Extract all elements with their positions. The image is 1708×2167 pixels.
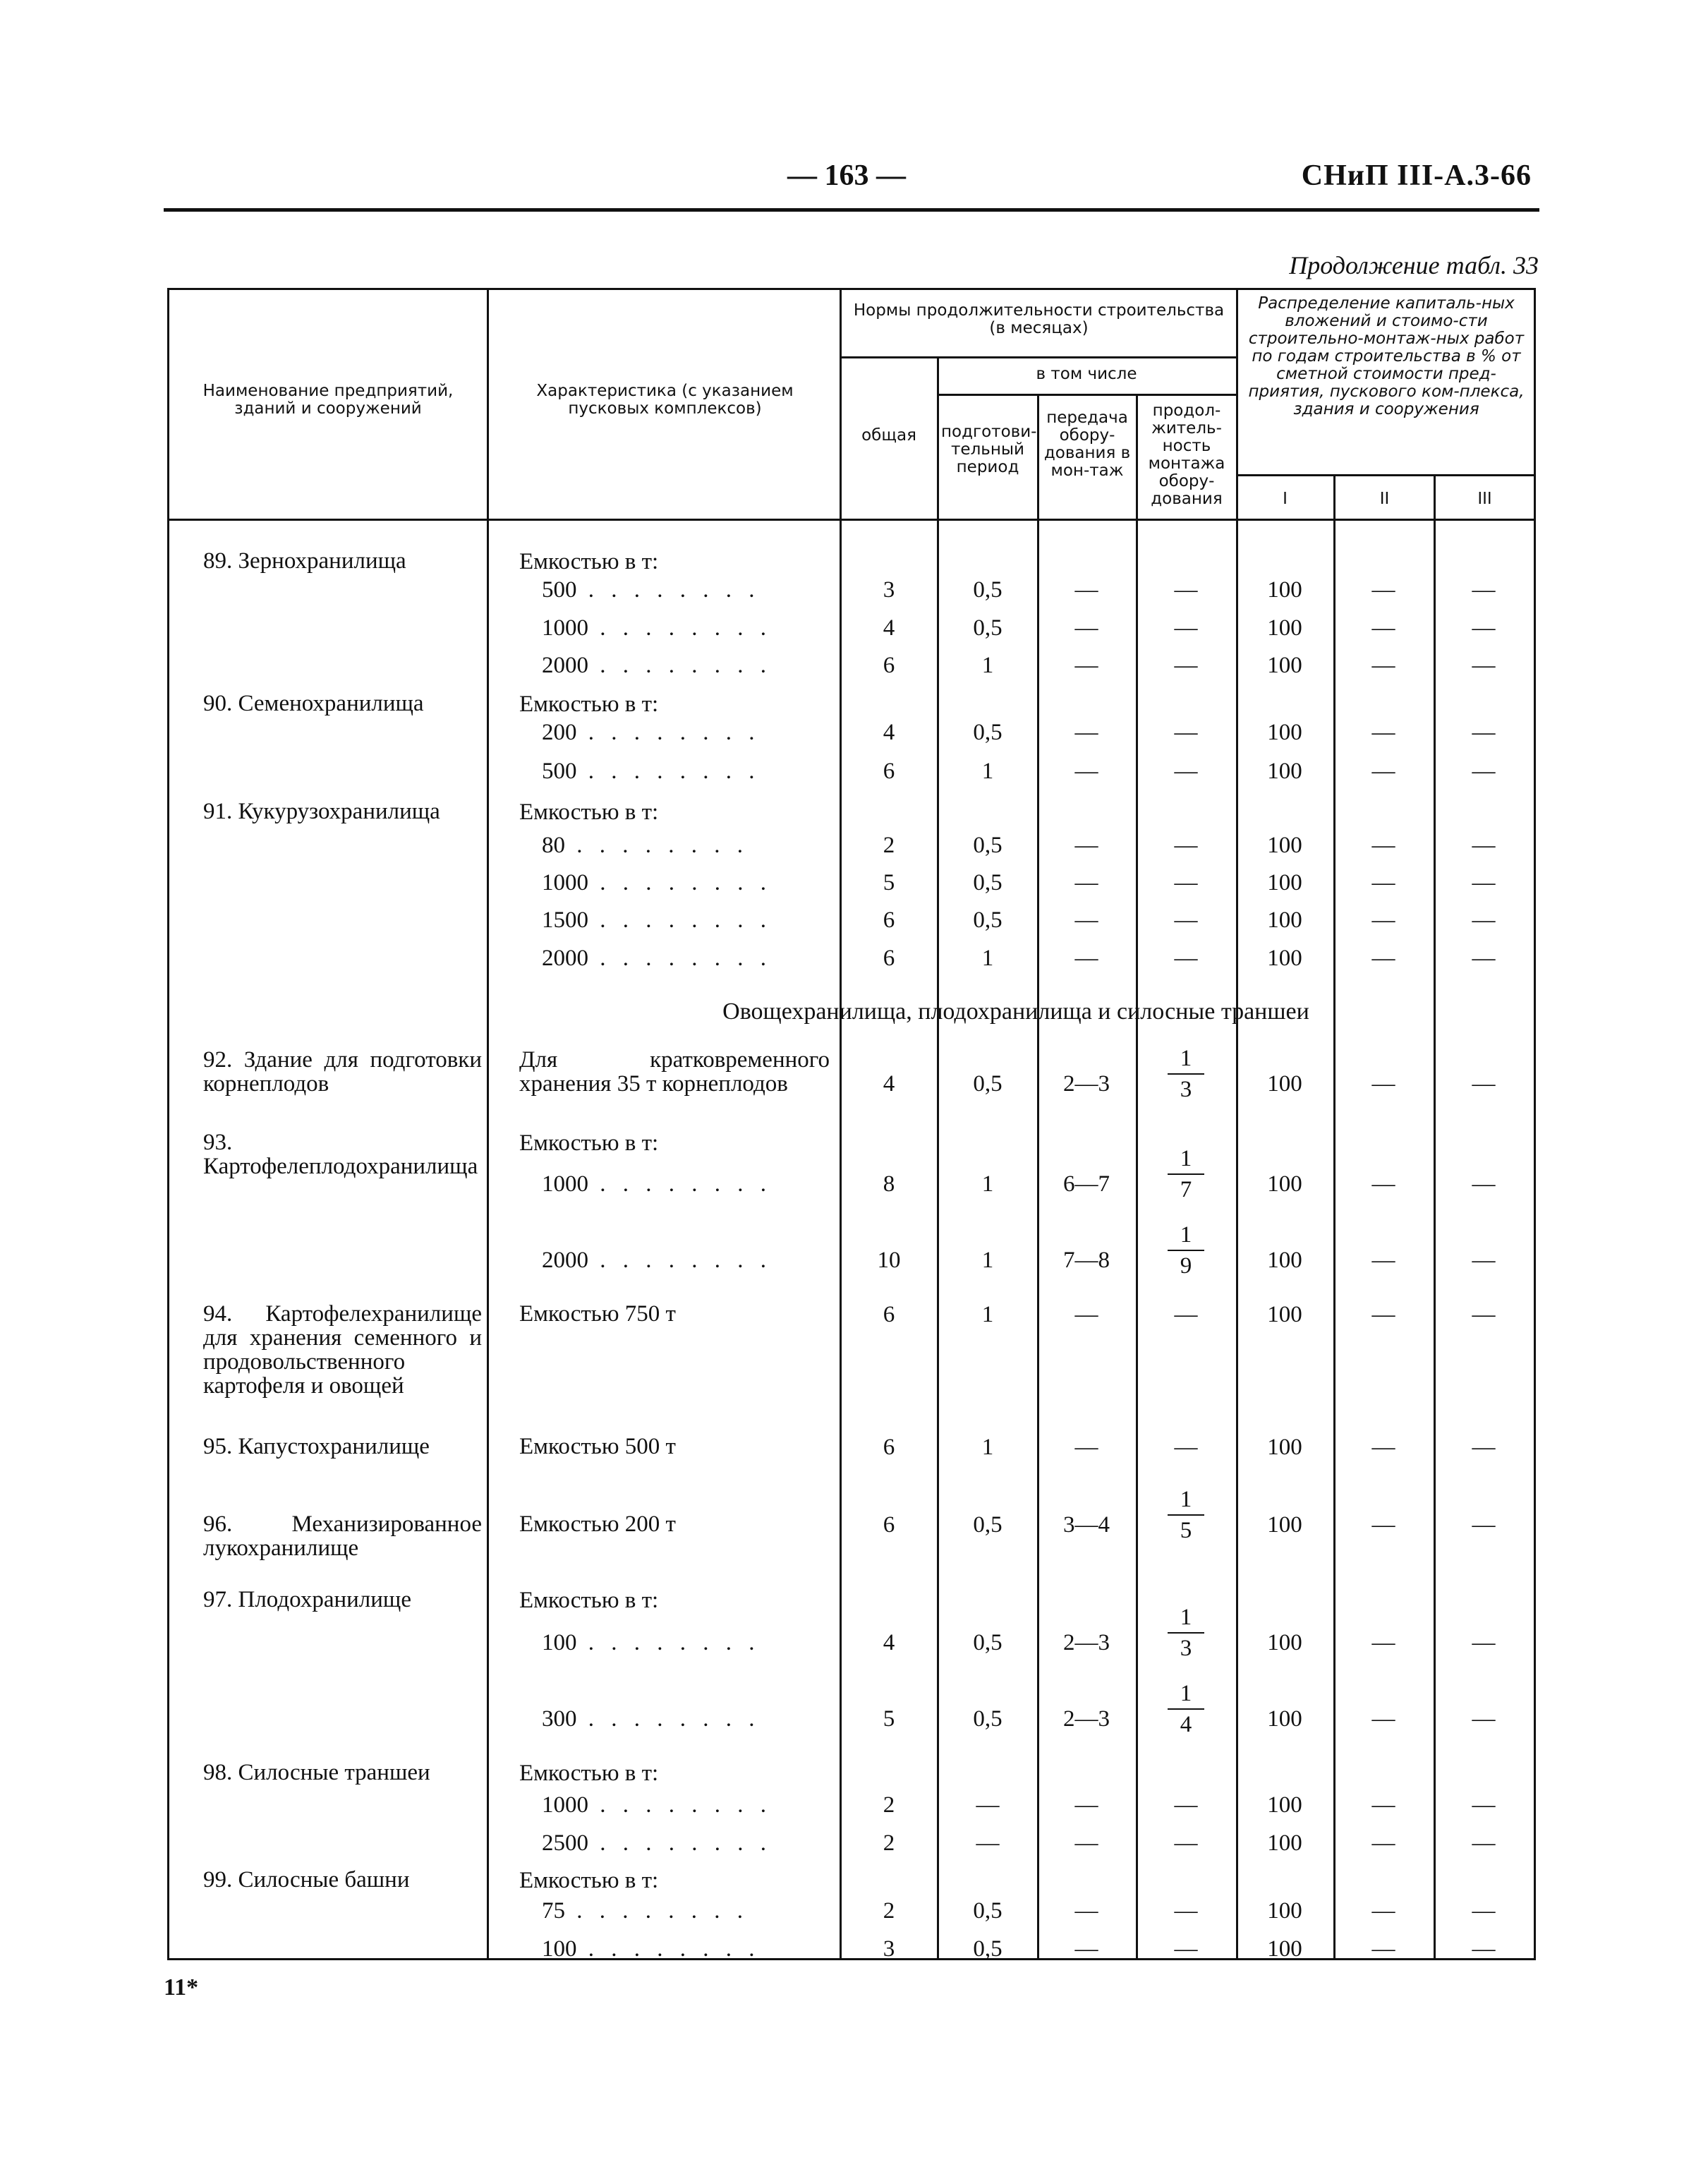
cell-tr: —	[1074, 653, 1098, 678]
cell-mt: —	[1174, 653, 1198, 678]
cell-y2: —	[1371, 1171, 1395, 1197]
cell-prep: 0,5	[973, 1898, 1003, 1924]
cell-y3: —	[1472, 833, 1496, 858]
cell-y1: 100	[1267, 870, 1302, 895]
cell-y3: —	[1472, 720, 1496, 745]
characteristic-heading: Емкостью в т:	[519, 549, 659, 574]
cell-y1: 100	[1267, 1302, 1302, 1327]
item-name: 97. Плодохранилище	[203, 1587, 411, 1612]
cell-y3: —	[1472, 907, 1496, 933]
cell-y3: —	[1472, 1630, 1496, 1655]
cell-y3: —	[1472, 1830, 1496, 1856]
cell-y2: —	[1371, 720, 1395, 745]
cell-tr: —	[1074, 1302, 1098, 1327]
capacity-label: 1000 . . .	[542, 1171, 831, 1197]
cell-mt: —	[1174, 1830, 1198, 1856]
cell-tr: —	[1074, 1936, 1098, 1962]
cell-y3: —	[1472, 1435, 1496, 1460]
capacity-label: 1000 . . .	[542, 870, 831, 895]
capacity-label: 500 . . .	[542, 759, 831, 784]
fraction-mounting	[1165, 1681, 1207, 1737]
characteristic-text: Для кратковременного хранения 35 т корнеплодов	[519, 1047, 830, 1097]
fraction-denominator: 7	[1180, 1177, 1192, 1202]
cell-mt: —	[1174, 1302, 1198, 1327]
cell-y1: 100	[1267, 833, 1302, 858]
fraction-bar	[1168, 1632, 1204, 1634]
item-name: 93. Картофелеплодохранилища	[203, 1130, 478, 1179]
cell-total: 4	[883, 720, 895, 745]
cell-mt: —	[1174, 946, 1198, 971]
cell-prep: 1	[981, 653, 994, 678]
item-name: 95. Капустохранилище	[203, 1434, 430, 1459]
cell-total: 5	[883, 1706, 895, 1732]
characteristic-heading: Емкостью в т:	[519, 1588, 659, 1613]
cell-tr: —	[1074, 907, 1098, 933]
cell-tr: —	[1074, 615, 1098, 641]
capacity-label: 1000 . . .	[542, 615, 831, 641]
characteristic-heading: Емкостью в т:	[519, 1761, 659, 1786]
cell-total: 6	[883, 1302, 895, 1327]
cell-y3: —	[1472, 653, 1496, 678]
cell-prep: 0,5	[973, 615, 1003, 641]
cell-y1: 100	[1267, 653, 1302, 678]
col-header-prep: подготови-тельный период	[941, 423, 1037, 476]
cell-prep: 1	[981, 759, 994, 784]
cell-y3: —	[1472, 1171, 1496, 1197]
characteristic-heading: Емкостью в т:	[519, 692, 659, 717]
capacity-label: 2500 . . .	[542, 1830, 831, 1856]
col-header-name: Наименование предприятий, зданий и сооружений	[202, 382, 454, 418]
cell-y3: —	[1472, 759, 1496, 784]
col-header-total: общая	[861, 426, 916, 445]
fraction-numerator: 1	[1180, 1222, 1192, 1248]
cell-y1: 100	[1267, 1830, 1302, 1856]
cell-y2: —	[1371, 1630, 1395, 1655]
cell-prep: 0,5	[973, 1512, 1003, 1538]
cell-y1: 100	[1267, 720, 1302, 745]
cell-prep: —	[976, 1830, 1000, 1856]
fraction-bar	[1168, 1073, 1204, 1075]
capacity-label: 300 . . .	[542, 1706, 831, 1732]
fraction-numerator: 1	[1180, 1681, 1192, 1706]
cell-mt: —	[1174, 1792, 1198, 1818]
cell-y2: —	[1371, 615, 1395, 641]
cell-y1: 100	[1267, 1512, 1302, 1538]
cell-total: 6	[883, 653, 895, 678]
cell-y1: 100	[1267, 577, 1302, 603]
cell-total: 2	[883, 1830, 895, 1856]
table-continuation-caption: Продолжение табл. 33	[1289, 251, 1539, 279]
cell-prep: 0,5	[973, 577, 1003, 603]
capacity-label: 100 . . .	[542, 1936, 831, 1962]
cell-y1: 100	[1267, 1248, 1302, 1273]
cell-y2: —	[1371, 1248, 1395, 1273]
characteristic-heading: Емкостью в т:	[519, 1130, 659, 1156]
cell-mt: —	[1174, 577, 1198, 603]
cell-y1: 100	[1267, 759, 1302, 784]
cell-total: 10	[877, 1248, 901, 1273]
cell-prep: 1	[981, 1435, 994, 1460]
cell-total: 4	[883, 1630, 895, 1655]
capacity-label: 200 . . .	[542, 720, 831, 745]
fraction-denominator: 3	[1180, 1077, 1192, 1102]
fraction-denominator: 3	[1180, 1636, 1192, 1661]
section-heading: Овощехранилища, плодохранилища и силосные траншеи	[722, 998, 1309, 1025]
cell-y2: —	[1371, 1435, 1395, 1460]
fraction-bar	[1168, 1250, 1204, 1251]
cell-tr: 2—3	[1063, 1630, 1110, 1655]
capacity-label: 2000 . . .	[542, 946, 831, 971]
cell-y2: —	[1371, 759, 1395, 784]
cell-y1: 100	[1267, 1630, 1302, 1655]
cell-y2: —	[1371, 1512, 1395, 1538]
cell-mt: —	[1174, 833, 1198, 858]
capacity-label: 75 . . .	[542, 1898, 831, 1924]
fraction-bar	[1168, 1708, 1204, 1710]
footnote-mark: 11*	[164, 1974, 199, 2000]
fraction-mounting	[1165, 1046, 1207, 1102]
cell-mt: —	[1174, 1435, 1198, 1460]
fraction-denominator: 5	[1180, 1518, 1192, 1543]
cell-y1: 100	[1267, 1792, 1302, 1818]
capacity-label: 2000 . . .	[542, 1248, 831, 1273]
col-header-year-3: III	[1477, 490, 1492, 508]
cell-y2: —	[1371, 1792, 1395, 1818]
cell-prep: 0,5	[973, 720, 1003, 745]
cell-y1: 100	[1267, 1898, 1302, 1924]
fraction-denominator: 9	[1180, 1253, 1192, 1279]
cell-tr: 2—3	[1063, 1706, 1110, 1732]
cell-y1: 100	[1267, 1171, 1302, 1197]
cell-tr: —	[1074, 833, 1098, 858]
page-number: — 163 —	[787, 159, 906, 192]
item-name: 98. Силосные траншеи	[203, 1760, 430, 1785]
cell-tr: —	[1074, 720, 1098, 745]
fraction-numerator: 1	[1180, 1146, 1192, 1171]
document-code: СНиП III-А.3-66	[1301, 159, 1532, 192]
cell-tr: —	[1074, 870, 1098, 895]
item-name: 96. Механизированное лукохранилище	[203, 1511, 482, 1561]
cell-y3: —	[1472, 1071, 1496, 1097]
col-header-characteristic: Характеристика (с указанием пусковых комплексов)	[536, 382, 794, 418]
cell-total: 4	[883, 615, 895, 641]
fraction-mounting	[1165, 1146, 1207, 1202]
cell-y1: 100	[1267, 1706, 1302, 1732]
col-header-including: в том числе	[1036, 365, 1137, 383]
cell-prep: 0,5	[973, 870, 1003, 895]
cell-y2: —	[1371, 833, 1395, 858]
cell-y2: —	[1371, 907, 1395, 933]
fraction-mounting	[1165, 1487, 1207, 1543]
characteristic-text: Емкостью 500 т	[519, 1434, 676, 1459]
cell-total: 6	[883, 759, 895, 784]
fraction-bar	[1168, 1173, 1204, 1175]
item-name: 90. Семенохранилища	[203, 691, 424, 716]
capacity-label: 80 . . .	[542, 833, 831, 858]
cell-prep: 1	[981, 946, 994, 971]
cell-y2: —	[1371, 1936, 1395, 1962]
cell-y2: —	[1371, 1706, 1395, 1732]
cell-tr: —	[1074, 577, 1098, 603]
cell-tr: —	[1074, 1435, 1098, 1460]
fraction-mounting	[1165, 1605, 1207, 1661]
cell-y1: 100	[1267, 946, 1302, 971]
fraction-bar	[1168, 1514, 1204, 1516]
item-name: 94. Картофелехранилище для хранения семенного и продовольственного картофеля и овощей	[203, 1301, 482, 1399]
fraction-numerator: 1	[1180, 1487, 1192, 1512]
cell-y1: 100	[1267, 907, 1302, 933]
cell-prep: 0,5	[973, 833, 1003, 858]
cell-total: 6	[883, 907, 895, 933]
cell-y3: —	[1472, 1512, 1496, 1538]
cell-mt: —	[1174, 1898, 1198, 1924]
cell-y2: —	[1371, 653, 1395, 678]
cell-y2: —	[1371, 1302, 1395, 1327]
cell-mt: —	[1174, 759, 1198, 784]
cell-mt: —	[1174, 720, 1198, 745]
cell-tr: 3—4	[1063, 1512, 1110, 1538]
col-header-year-2: II	[1379, 490, 1390, 508]
cell-y3: —	[1472, 1248, 1496, 1273]
cell-tr: 6—7	[1063, 1171, 1110, 1197]
fraction-numerator: 1	[1180, 1046, 1192, 1071]
cell-prep: 1	[981, 1171, 994, 1197]
cell-y3: —	[1472, 1792, 1496, 1818]
cell-mt: —	[1174, 870, 1198, 895]
col-header-distribution: Распределение капиталь-ных вложений и стоимо-сти строительно-монтаж-ных работ по годам строительства в % от сметной стоимости пред-приятия, пускового ком-плекса, здания и сооружения	[1248, 294, 1525, 418]
col-header-year-1: I	[1283, 490, 1288, 508]
cell-tr: —	[1074, 759, 1098, 784]
cell-prep: 0,5	[973, 1706, 1003, 1732]
cell-y3: —	[1472, 1898, 1496, 1924]
item-name: 92. Здание для подготовки корнеплодов	[203, 1047, 482, 1097]
characteristic-heading: Емкостью в т:	[519, 799, 659, 825]
cell-prep: —	[976, 1792, 1000, 1818]
capacity-label: 1500 . . .	[542, 907, 831, 933]
cell-y2: —	[1371, 1071, 1395, 1097]
cell-y1: 100	[1267, 615, 1302, 641]
cell-mt: —	[1174, 615, 1198, 641]
cell-prep: 0,5	[973, 907, 1003, 933]
cell-y3: —	[1472, 577, 1496, 603]
cell-prep: 1	[981, 1248, 994, 1273]
cell-total: 3	[883, 577, 895, 603]
cell-total: 6	[883, 1435, 895, 1460]
characteristic-text: Емкостью 200 т	[519, 1511, 676, 1537]
cell-total: 4	[883, 1071, 895, 1097]
cell-prep: 0,5	[973, 1071, 1003, 1097]
capacity-label: 100 . . .	[542, 1630, 831, 1655]
col-header-transfer: передача обору-дования в мон-таж	[1043, 409, 1131, 480]
fraction-mounting	[1165, 1222, 1207, 1279]
cell-y2: —	[1371, 1898, 1395, 1924]
item-name: 99. Силосные башни	[203, 1867, 410, 1893]
cell-total: 2	[883, 1792, 895, 1818]
cell-y2: —	[1371, 870, 1395, 895]
cell-tr: —	[1074, 946, 1098, 971]
cell-y2: —	[1371, 577, 1395, 603]
cell-y3: —	[1472, 946, 1496, 971]
cell-total: 6	[883, 1512, 895, 1538]
capacity-label: 1000 . . .	[542, 1792, 831, 1818]
capacity-label: 2000 . . .	[542, 653, 831, 678]
cell-mt: —	[1174, 907, 1198, 933]
cell-y3: —	[1472, 870, 1496, 895]
characteristic-heading: Емкостью в т:	[519, 1868, 659, 1893]
cell-y1: 100	[1267, 1435, 1302, 1460]
fraction-numerator: 1	[1180, 1605, 1192, 1630]
capacity-label: 500 . . .	[542, 577, 831, 603]
cell-mt: —	[1174, 1936, 1198, 1962]
cell-total: 2	[883, 1898, 895, 1924]
cell-y3: —	[1472, 1302, 1496, 1327]
cell-total: 6	[883, 946, 895, 971]
cell-tr: —	[1074, 1830, 1098, 1856]
cell-y2: —	[1371, 1830, 1395, 1856]
col-header-norms: Нормы продолжительности строительства (в месяцах)	[853, 301, 1225, 337]
cell-y3: —	[1472, 1706, 1496, 1732]
cell-tr: 7—8	[1063, 1248, 1110, 1273]
cell-y1: 100	[1267, 1071, 1302, 1097]
cell-tr: —	[1074, 1898, 1098, 1924]
fraction-denominator: 4	[1180, 1712, 1192, 1737]
cell-y2: —	[1371, 946, 1395, 971]
item-name: 91. Кукурузохранилища	[203, 799, 440, 824]
cell-prep: 0,5	[973, 1936, 1003, 1962]
item-name: 89. Зернохранилища	[203, 548, 406, 574]
header-rule	[164, 208, 1539, 212]
cell-total: 8	[883, 1171, 895, 1197]
cell-prep: 1	[981, 1302, 994, 1327]
cell-prep: 0,5	[973, 1630, 1003, 1655]
cell-tr: 2—3	[1063, 1071, 1110, 1097]
characteristic-text: Емкостью 750 т	[519, 1301, 676, 1327]
cell-total: 3	[883, 1936, 895, 1962]
cell-total: 5	[883, 870, 895, 895]
cell-y3: —	[1472, 1936, 1496, 1962]
cell-y3: —	[1472, 615, 1496, 641]
col-header-mounting: продол-житель-ность монтажа обору-дования	[1148, 402, 1225, 508]
cell-tr: —	[1074, 1792, 1098, 1818]
cell-y1: 100	[1267, 1936, 1302, 1962]
cell-total: 2	[883, 833, 895, 858]
